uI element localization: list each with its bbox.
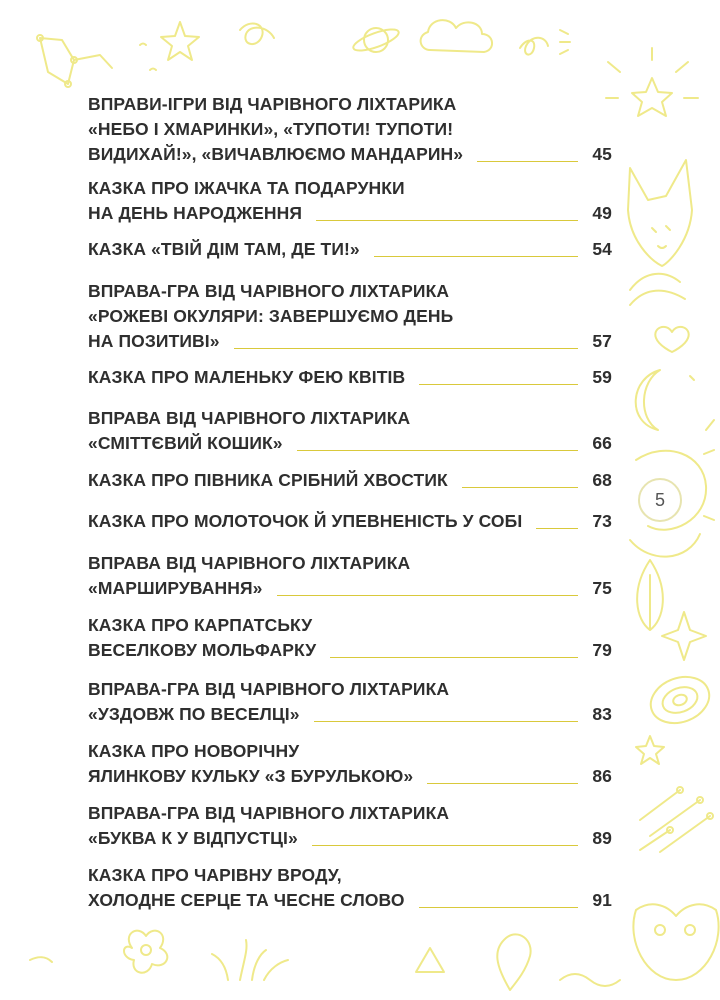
toc-entry[interactable]	[88, 365, 612, 390]
toc-page-number: 86	[592, 766, 612, 786]
toc-entry[interactable]	[88, 863, 612, 913]
toc-page-number: 45	[592, 144, 612, 164]
toc-entry-title-line: НА ДЕНЬ НАРОДЖЕННЯ	[88, 203, 303, 223]
toc-entry-title-line: КАЗКА ПРО МАЛЕНЬКУ ФЕЮ КВІТІВ	[88, 367, 406, 387]
toc-entry[interactable]	[88, 801, 612, 851]
toc-entry[interactable]	[88, 92, 612, 167]
toc-entry[interactable]	[88, 509, 612, 534]
toc-page-number: 89	[592, 828, 612, 848]
dotted-leader	[462, 487, 578, 488]
toc-entry-title-line: КАЗКА ПРО ІЖАЧКА ТА ПОДАРУНКИ	[88, 178, 405, 198]
toc-entry-title-line: НА ПОЗИТИВІ»	[88, 331, 220, 351]
toc-entry-title-line: «СМІТТЄВИЙ КОШИК»	[88, 433, 283, 453]
toc-entry-title-line: КАЗКА ПРО ПІВНИКА СРІБНИЙ ХВОСТИК	[88, 470, 448, 490]
toc-page-number: 68	[592, 470, 612, 490]
dotted-leader	[316, 220, 578, 221]
toc-entry[interactable]	[88, 176, 612, 226]
page-number: 5	[654, 489, 665, 510]
toc-entry[interactable]	[88, 406, 612, 456]
dotted-leader	[330, 657, 578, 658]
toc-page-number: 66	[592, 433, 612, 453]
toc-page-number: 79	[592, 640, 612, 660]
toc-entry[interactable]	[88, 551, 612, 601]
toc-entry-title-line: ВПРАВА-ГРА ВІД ЧАРІВНОГО ЛІХТАРИКА	[88, 679, 450, 699]
dotted-leader	[277, 595, 578, 596]
toc-entry-title-line: «УЗДОВЖ ПО ВЕСЕЛЦІ»	[88, 704, 300, 724]
toc-entry-title-line: КАЗКА ПРО ЧАРІВНУ ВРОДУ,	[88, 865, 342, 885]
dotted-leader	[314, 721, 578, 722]
dotted-leader	[374, 256, 578, 257]
toc-entry[interactable]	[88, 677, 612, 727]
toc-entry-title-line: КАЗКА ПРО КАРПАТСЬКУ	[88, 615, 313, 635]
toc-entry-title-line: ВПРАВА ВІД ЧАРІВНОГО ЛІХТАРИКА	[88, 408, 411, 428]
toc-entry-title-line: КАЗКА «ТВІЙ ДІМ ТАМ, ДЕ ТИ!»	[88, 239, 360, 259]
toc-entry[interactable]	[88, 468, 612, 493]
dotted-leader	[297, 450, 578, 451]
toc-entry-title-line: КАЗКА ПРО НОВОРІЧНУ	[88, 741, 300, 761]
toc-entry-title-line: ВЕСЕЛКОВУ МОЛЬФАРКУ	[88, 640, 317, 660]
toc-entry-title-line: ВПРАВА-ГРА ВІД ЧАРІВНОГО ЛІХТАРИКА	[88, 803, 450, 823]
toc-entry-title-line: ВИДИХАЙ!», «ВИЧАВЛЮЄМО МАНДАРИН»	[88, 144, 464, 164]
toc-entry-title-line: КАЗКА ПРО МОЛОТОЧОК Й УПЕВНЕНІСТЬ У СОБІ	[88, 511, 523, 531]
toc-entry-title-line: «МАРШИРУВАННЯ»	[88, 578, 263, 598]
toc-entry-title-line: «РОЖЕВІ ОКУЛЯРИ: ЗАВЕРШУЄМО ДЕНЬ	[88, 306, 454, 326]
toc-page-number: 83	[592, 704, 612, 724]
toc-page-number: 49	[592, 203, 612, 223]
toc-page-number: 57	[592, 331, 612, 351]
toc-entry-title-line: ВПРАВА ВІД ЧАРІВНОГО ЛІХТАРИКА	[88, 553, 411, 573]
page-number-badge	[638, 478, 682, 522]
dotted-leader	[234, 348, 578, 349]
dotted-leader	[427, 783, 578, 784]
dotted-leader	[312, 845, 578, 846]
toc-entry[interactable]	[88, 739, 612, 789]
toc-entry[interactable]	[88, 237, 612, 262]
toc-entry-title-line: «БУКВА К У ВІДПУСТЦІ»	[88, 828, 298, 848]
toc-page-number: 54	[592, 239, 612, 259]
dotted-leader	[419, 907, 578, 908]
toc-page-number: 73	[592, 511, 612, 531]
toc-entry[interactable]	[88, 613, 612, 663]
toc-entry-title-line: ВПРАВА-ГРА ВІД ЧАРІВНОГО ЛІХТАРИКА	[88, 281, 450, 301]
dotted-leader	[419, 384, 578, 385]
toc-page-number: 59	[592, 367, 612, 387]
toc-entry-title-line: ХОЛОДНЕ СЕРЦЕ ТА ЧЕСНЕ СЛОВО	[88, 890, 405, 910]
toc-entry[interactable]	[88, 279, 612, 354]
dotted-leader	[536, 528, 578, 529]
toc-entry-title-line: ВПРАВИ-ІГРИ ВІД ЧАРІВНОГО ЛІХТАРИКА	[88, 94, 457, 114]
toc-entry-title-line: «НЕБО І ХМАРИНКИ», «ТУПОТИ! ТУПОТИ!	[88, 119, 454, 139]
toc-entry-title-line: ЯЛИНКОВУ КУЛЬКУ «З БУРУЛЬКОЮ»	[88, 766, 414, 786]
toc-page-number: 91	[592, 890, 612, 910]
toc-page-number: 75	[592, 578, 612, 598]
dotted-leader	[477, 161, 578, 162]
